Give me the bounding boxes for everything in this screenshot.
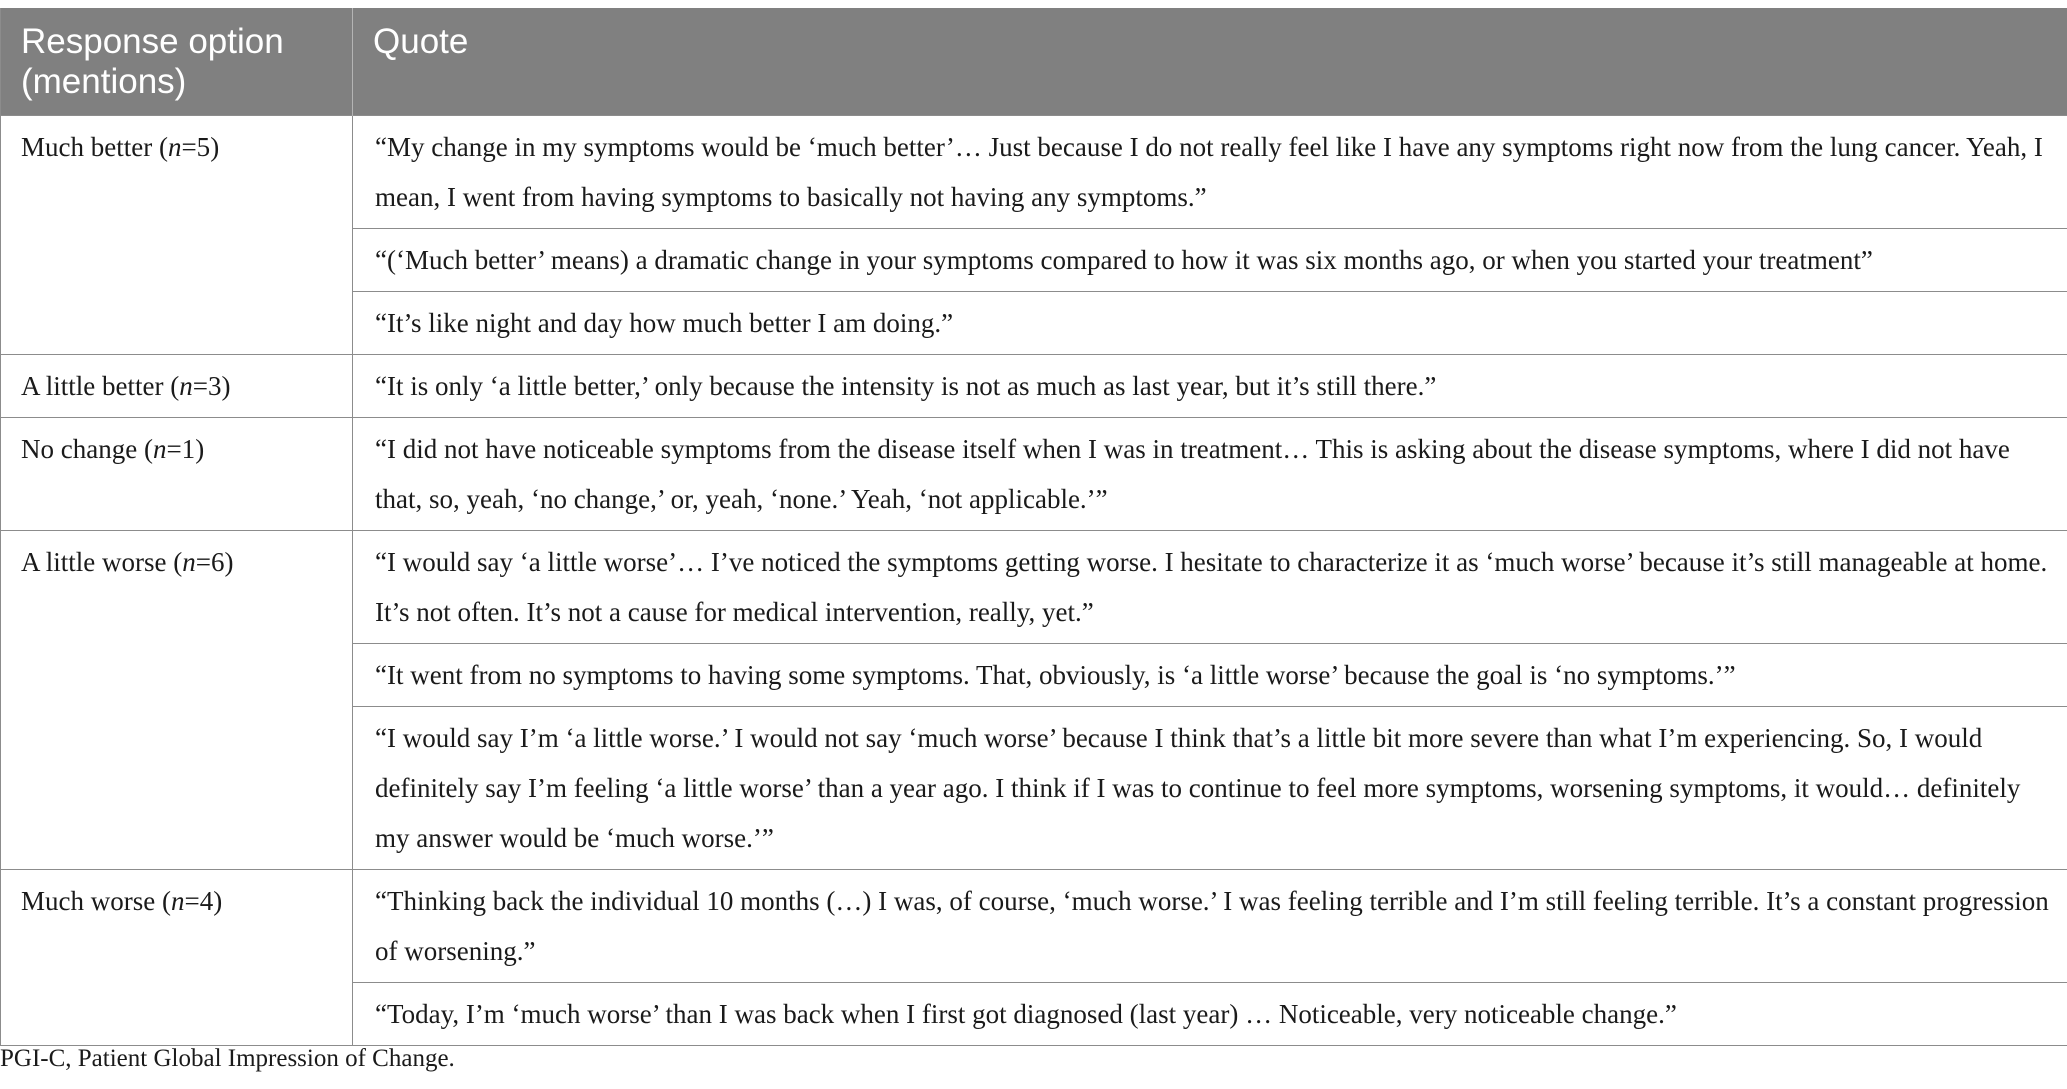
response-option-cell: Much better (n=5): [1, 116, 353, 355]
response-option-cell: A little better (n=3): [1, 355, 353, 418]
quote-cell: “(‘Much better’ means) a dramatic change in your symptoms compared to how it was six months ago, or when you started your treatment”: [353, 229, 2067, 292]
table-header-row: [1, 8, 2067, 116]
response-option-cell: A little worse (n=6): [1, 531, 353, 870]
quote-cell: “Today, I’m ‘much worse’ than I was back when I first got diagnosed (last year) … Noticeable, very noticeable change.”: [353, 983, 2067, 1046]
quote-cell: “It’s like night and day how much better I am doing.”: [353, 292, 2067, 355]
table-body: [1, 116, 2067, 1046]
quote-cell: “It is only ‘a little better,’ only because the intensity is not as much as last year, but it’s still there.”: [353, 355, 2067, 418]
header-quote: Quote: [353, 8, 2067, 116]
table-footnote: PGI-C, Patient Global Impression of Change.: [0, 1045, 455, 1072]
quotes-table: [0, 8, 2067, 1046]
quote-cell: “It went from no symptoms to having some symptoms. That, obviously, is ‘a little worse’ because the goal is ‘no symptoms.’”: [353, 644, 2067, 707]
table-row: [1, 531, 2067, 644]
quote-cell: “My change in my symptoms would be ‘much better’… Just because I do not really feel like I have any symptoms right now from the lung cancer. Yeah, I mean, I went from having symptoms to basically not having any symptoms.”: [353, 116, 2067, 229]
response-option-cell: No change (n=1): [1, 418, 353, 531]
quote-cell: “I did not have noticeable symptoms from the disease itself when I was in treatment… This is asking about the disease symptoms, where I did not have that, so, yeah, ‘no change,’ or, yeah, ‘none.’ Yeah, ‘not applicable.’”: [353, 418, 2067, 531]
table-row: [1, 870, 2067, 983]
response-option-cell: Much worse (n=4): [1, 870, 353, 1046]
table-row: [1, 116, 2067, 229]
table-row: [1, 355, 2067, 418]
quote-cell: “I would say I’m ‘a little worse.’ I would not say ‘much worse’ because I think that’s a little bit more severe than what I’m experiencing. So, I would definitely say I’m feeling ‘a little worse’ than a year ago. I think if I was to continue to feel more symptoms, worsening symptoms, it would… definitely my answer would be ‘much worse.’”: [353, 707, 2067, 870]
quotes-table-container: [0, 8, 2067, 1046]
quote-cell: “Thinking back the individual 10 months (…) I was, of course, ‘much worse.’ I was feeling terrible and I’m still feeling terrible. It’s a constant progression of worsening.”: [353, 870, 2067, 983]
header-response-option: Response option (mentions): [1, 8, 353, 116]
quote-cell: “I would say ‘a little worse’… I’ve noticed the symptoms getting worse. I hesitate to characterize it as ‘much worse’ because it’s still manageable at home. It’s not often. It’s not a cause for medical intervention, really, yet.”: [353, 531, 2067, 644]
table-row: [1, 418, 2067, 531]
